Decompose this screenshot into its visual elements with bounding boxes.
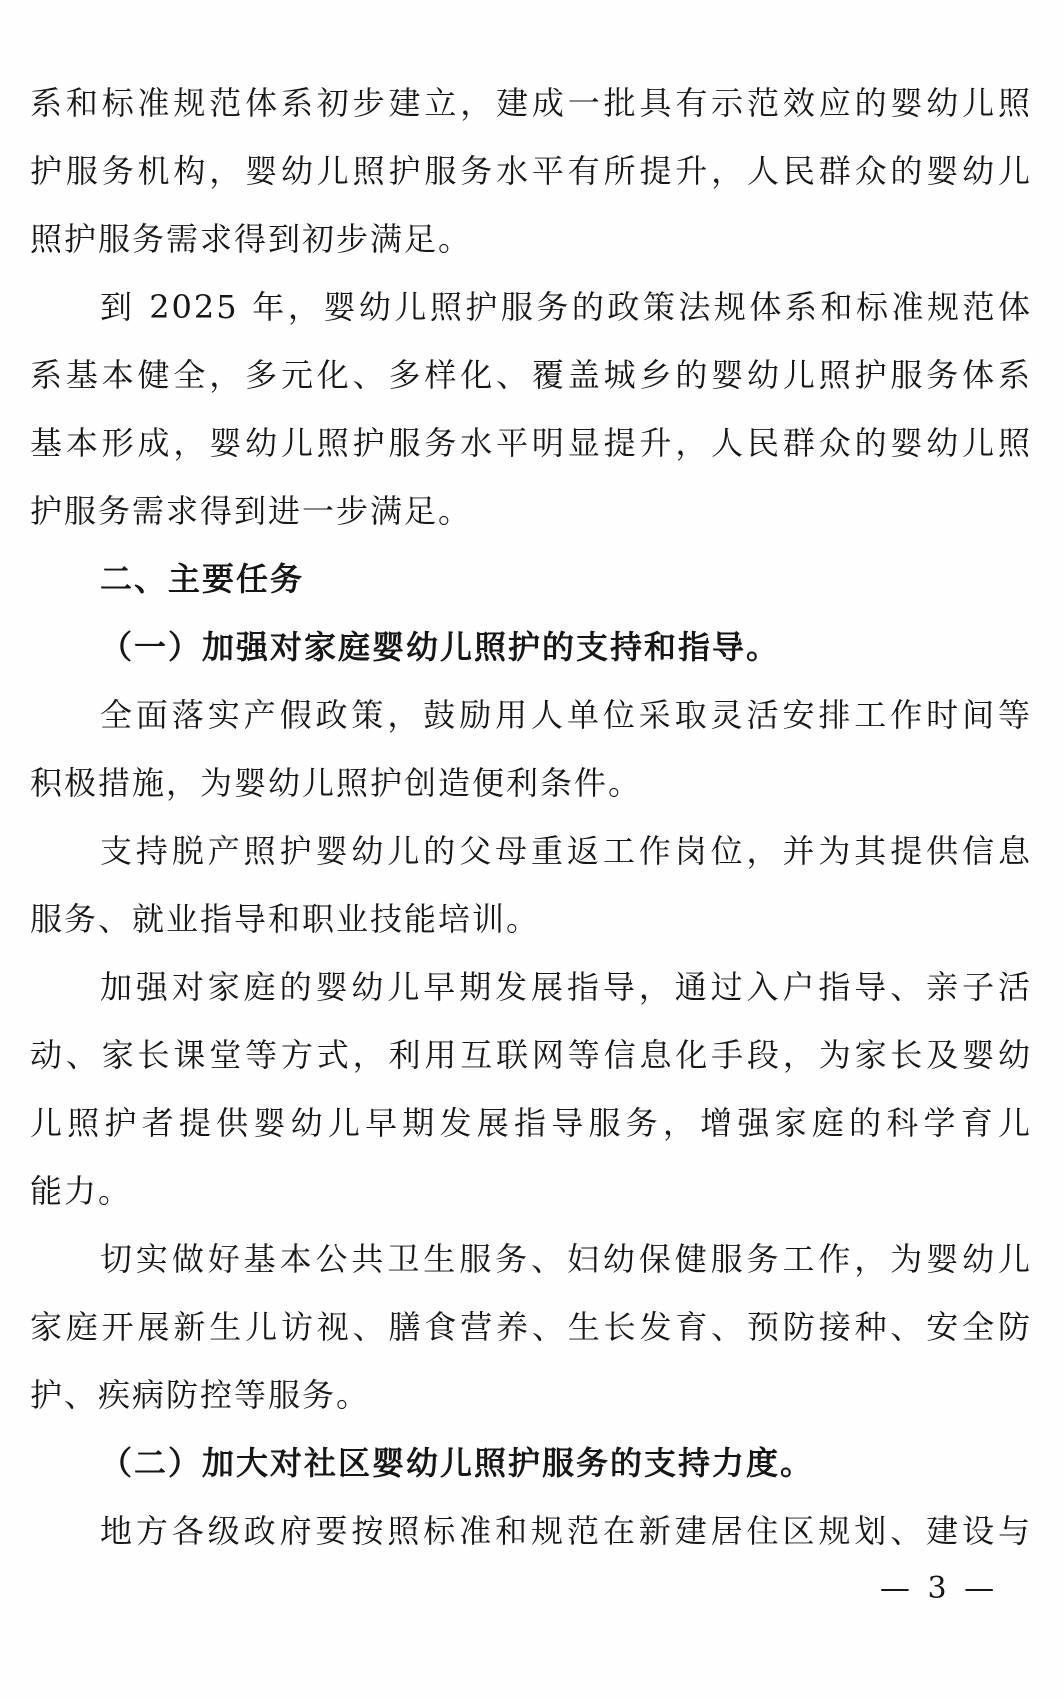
paragraph-line: 全面落实产假政策，鼓励用人单位采取灵活安排工作时间等 <box>100 696 1032 734</box>
paragraph-goal-2025 <box>30 273 1032 545</box>
paragraph-line: 系和标准规范体系初步建立，建成一批具有示范效应的婴幼儿照 <box>30 84 1032 122</box>
paragraph <box>30 953 1032 1225</box>
paragraph-line: 家庭开展新生儿访视、膳食营养、生长发育、预防接种、安全防 <box>30 1308 1032 1346</box>
paragraph <box>30 1497 1032 1565</box>
paragraph-line: 服务、就业指导和职业技能培训。 <box>30 900 541 938</box>
paragraph-line: 护、疾病防控等服务。 <box>30 1376 371 1414</box>
subsection-heading: （二）加大对社区婴幼儿照护服务的支持力度。 <box>100 1444 815 1482</box>
paragraph-line: 儿照护者提供婴幼儿早期发展指导服务，增强家庭的科学育儿 <box>30 1104 1032 1142</box>
paragraph <box>30 817 1032 953</box>
page-number: — 3 — <box>879 1571 999 1606</box>
section-heading: 二、主要任务 <box>100 560 305 598</box>
paragraph-line: 支持脱产照护婴幼儿的父母重返工作岗位，并为其提供信息 <box>100 832 1032 870</box>
paragraph-line: 加强对家庭的婴幼儿早期发展指导，通过入户指导、亲子活 <box>100 968 1032 1006</box>
paragraph-line: 护服务需求得到进一步满足。 <box>30 492 473 530</box>
document-body <box>30 69 1032 1565</box>
paragraph-line: 基本形成，婴幼儿照护服务水平明显提升，人民群众的婴幼儿照 <box>30 424 1032 462</box>
paragraph <box>30 681 1032 817</box>
paragraph-line: 照护服务需求得到初步满足。 <box>30 220 473 258</box>
paragraph-line: 系基本健全，多元化、多样化、覆盖城乡的婴幼儿照护服务体系 <box>30 356 1032 394</box>
paragraph-line: 动、家长课堂等方式，利用互联网等信息化手段，为家长及婴幼 <box>30 1036 1032 1074</box>
paragraph-line: 护服务机构，婴幼儿照护服务水平有所提升，人民群众的婴幼儿 <box>30 152 1032 190</box>
paragraph-intro-continuation <box>30 69 1032 273</box>
paragraph-line: 能力。 <box>30 1172 133 1210</box>
paragraph-line: 切实做好基本公共卫生服务、妇幼保健服务工作，为婴幼儿 <box>100 1240 1032 1278</box>
paragraph-line: 积极措施，为婴幼儿照护创造便利条件。 <box>30 764 643 802</box>
paragraph-line: 地方各级政府要按照标准和规范在新建居住区规划、建设与 <box>100 1512 1032 1550</box>
subsection-heading: （一）加强对家庭婴幼儿照护的支持和指导。 <box>100 628 781 666</box>
paragraph <box>30 1225 1032 1429</box>
paragraph-line: 到 2025 年，婴幼儿照护服务的政策法规体系和标准规范体 <box>100 288 1032 326</box>
